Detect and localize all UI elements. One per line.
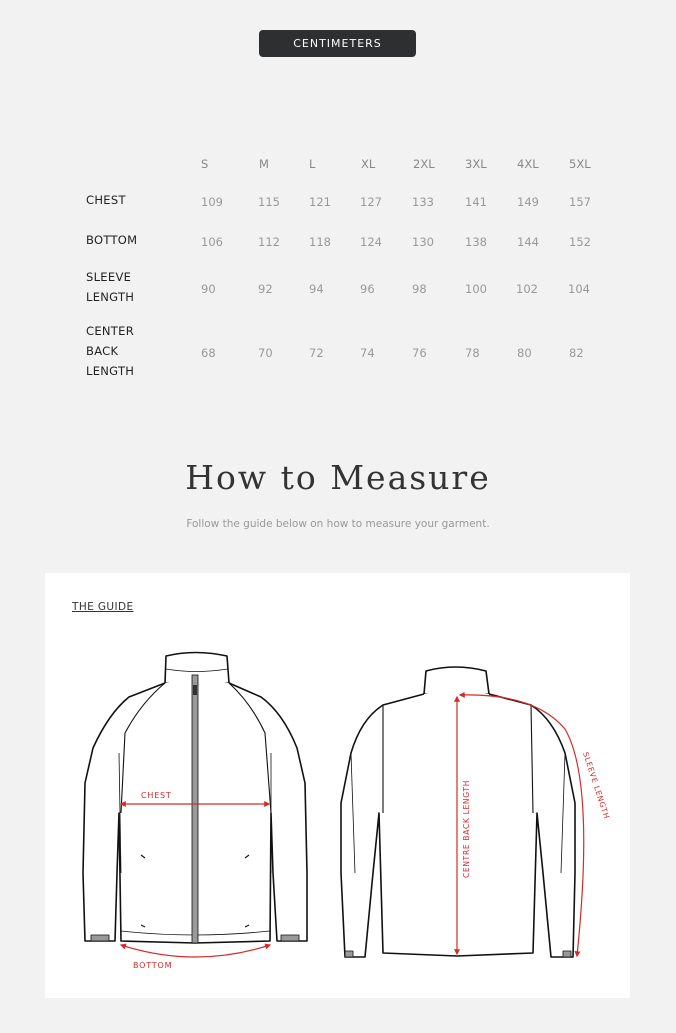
size-header-l: L bbox=[309, 157, 316, 171]
table-cell: 94 bbox=[309, 282, 324, 296]
size-header-s: S bbox=[201, 157, 209, 171]
table-cell: 121 bbox=[309, 195, 331, 209]
sleeve-label: SLEEVE LENGTH bbox=[581, 750, 612, 821]
table-cell: 124 bbox=[360, 235, 382, 249]
guide-card bbox=[45, 573, 630, 998]
table-cell: 152 bbox=[569, 235, 591, 249]
table-cell: 112 bbox=[258, 235, 280, 249]
table-cell: 157 bbox=[569, 195, 591, 209]
jacket-measure-diagram bbox=[45, 573, 630, 998]
table-cell: 106 bbox=[201, 235, 223, 249]
chest-label: CHEST bbox=[141, 791, 172, 800]
size-header-2xl: 2XL bbox=[413, 157, 435, 171]
table-cell: 133 bbox=[412, 195, 434, 209]
table-cell: 104 bbox=[568, 282, 590, 296]
table-cell: 90 bbox=[201, 282, 216, 296]
row-label-chest: CHEST bbox=[86, 193, 126, 207]
table-cell: 82 bbox=[569, 346, 584, 360]
size-header-xl: XL bbox=[361, 157, 376, 171]
table-cell: 72 bbox=[309, 346, 324, 360]
table-cell: 115 bbox=[258, 195, 280, 209]
jacket-back-illustration bbox=[341, 667, 575, 957]
size-header-5xl: 5XL bbox=[569, 157, 591, 171]
table-cell: 102 bbox=[516, 282, 538, 296]
size-header-4xl: 4XL bbox=[517, 157, 539, 171]
table-cell: 109 bbox=[201, 195, 223, 209]
table-cell: 78 bbox=[465, 346, 480, 360]
table-cell: 100 bbox=[465, 282, 487, 296]
bottom-measure-line bbox=[121, 945, 270, 957]
table-cell: 80 bbox=[517, 346, 532, 360]
centimeters-toggle-button[interactable]: CENTIMETERS bbox=[259, 30, 416, 57]
table-cell: 138 bbox=[465, 235, 487, 249]
table-cell: 149 bbox=[517, 195, 539, 209]
row-label-center-back-length: CENTER BACK LENGTH bbox=[86, 324, 135, 378]
table-cell: 70 bbox=[258, 346, 273, 360]
table-cell: 68 bbox=[201, 346, 216, 360]
table-cell: 118 bbox=[309, 235, 331, 249]
how-to-measure-title: How to Measure bbox=[185, 458, 491, 497]
row-label-bottom: BOTTOM bbox=[86, 233, 138, 247]
size-header-3xl: 3XL bbox=[465, 157, 487, 171]
bottom-label: BOTTOM bbox=[133, 961, 173, 970]
table-cell: 144 bbox=[517, 235, 539, 249]
table-cell: 141 bbox=[465, 195, 487, 209]
the-guide-link[interactable]: THE GUIDE bbox=[72, 601, 134, 613]
row-label-sleeve-length: SLEEVE LENGTH bbox=[86, 270, 135, 304]
centre-back-label: CENTRE BACK LENGTH bbox=[462, 779, 471, 878]
table-cell: 92 bbox=[258, 282, 273, 296]
table-cell: 96 bbox=[360, 282, 375, 296]
zipper-graphic bbox=[192, 675, 198, 943]
table-cell: 130 bbox=[412, 235, 434, 249]
table-cell: 98 bbox=[412, 282, 427, 296]
how-to-measure-subtitle: Follow the guide below on how to measure your garment. bbox=[186, 518, 490, 530]
table-cell: 74 bbox=[360, 346, 375, 360]
table-cell: 127 bbox=[360, 195, 382, 209]
size-header-m: M bbox=[259, 157, 269, 171]
table-cell: 76 bbox=[412, 346, 427, 360]
